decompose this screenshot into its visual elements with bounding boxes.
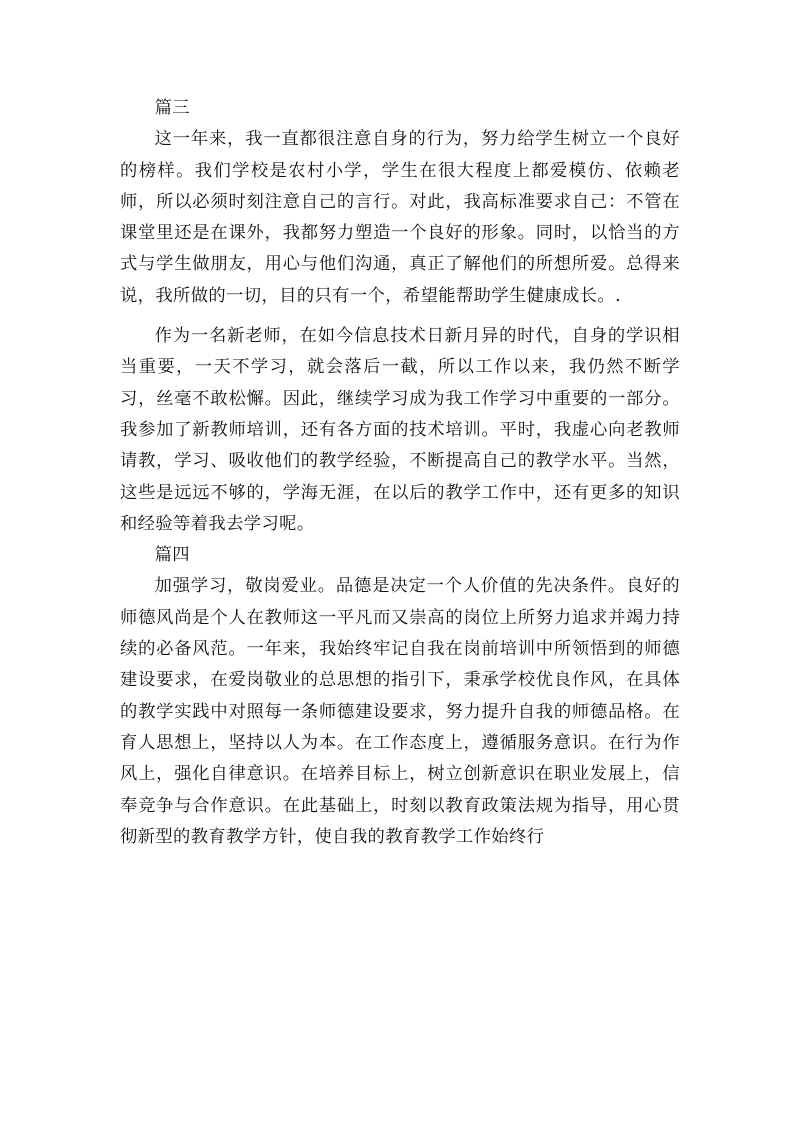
paragraph: 这一年来，我一直都很注意自身的行为，努力给学生树立一个良好的榜样。我们学校是农村小学，学生在很大程度上都爱模仿、依赖老师，所以必须时刻注意自己的言行。对此，我高标准要求自己：不管在课堂里还是在课外，我都努力塑造一个良好的形象。同时，以恰当的方式与学生做朋友，用心与他们沟通，真正了解他们的所想所爱。总得来说，我所做的一切，目的只有一个，希望能帮助学生健康成长。. (120, 129, 680, 306)
section-heading-3: 篇三 (154, 98, 190, 118)
document-body (120, 93, 680, 853)
paragraph: 作为一名新老师，在如今信息技术日新月异的时代，自身的学识相当重要，一天不学习，就会落后一截，所以工作以来，我仍然不断学习，丝毫不敢松懈。因此，继续学习成为我工作学习中重要的一部分。我参加了新教师培训，还有各方面的技术培训。平时，我虚心向老教师请教，学习、吸收他们的教学经验，不断提高自己的教学水平。当然，这些是远远不够的，学海无涯，在以后的教学工作中，还有更多的知识和经验等着我去学习呢。 (120, 326, 680, 534)
paragraph: 加强学习，敬岗爱业。品德是决定一个人价值的先决条件。良好的师德风尚是个人在教师这一平凡而又崇高的岗位上所努力追求并竭力持续的必备风范。一年来，我始终牢记自我在岗前培训中所领悟到的师德建设要求，在爱岗敬业的总思想的指引下，秉承学校优良作风，在具体的教学实践中对照每一条师德建设要求，努力提升自我的师德品格。在育人思想上，坚持以人为本。在工作态度上，遵循服务意识。在行为作风上，强化自律意识。在培养目标上，树立创新意识在职业发展上，信奉竞争与合作意识。在此基础上，时刻以教育政策法规为指导，用心贯彻新型的教育教学方针，使自我的教育教学工作始终行 (120, 576, 680, 847)
section-heading-4: 篇四 (154, 545, 190, 566)
